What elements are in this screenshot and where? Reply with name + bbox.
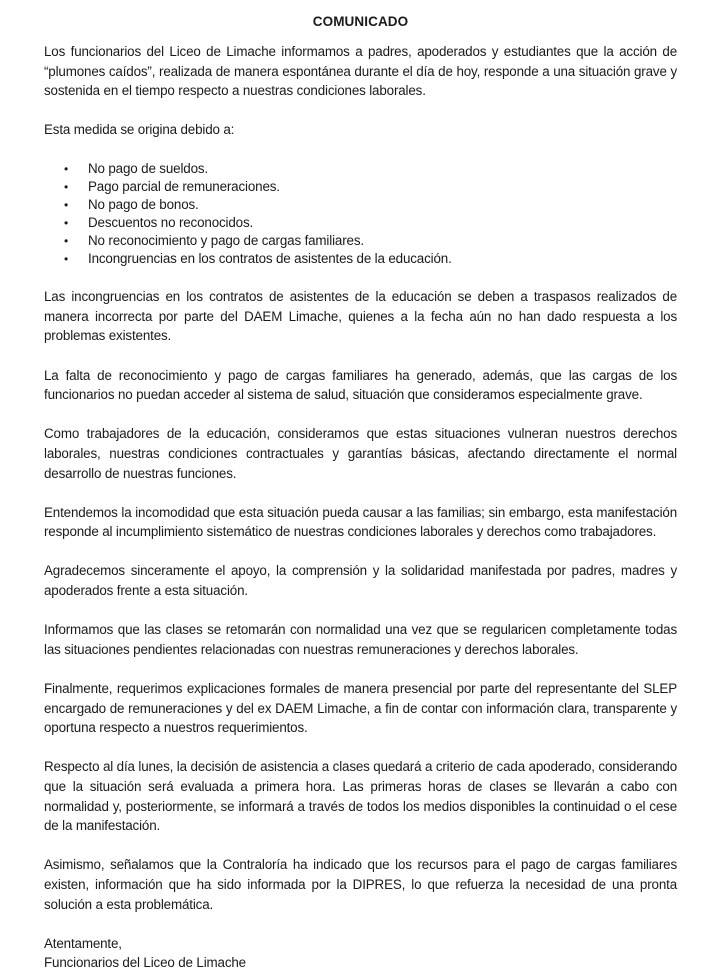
document-title: COMUNICADO [312,14,409,29]
signature: Funcionarios del Liceo de Limache [44,955,246,971]
reason-text: Pago parcial de remuneraciones. [88,178,280,194]
paragraph-family-charges: La falta de reconocimiento y pago de cargas familiares ha generado, además, que las cargas de los funcionarios no puedan acceder al sistema de salud, situación que consideramos especialmente grave. [44,367,677,403]
paragraph-contract-incongruencies: Las incongruencias en los contratos de asistentes de la educación se deben a traspasos realizados de manera incorrecta por parte del DAEM Limache, quienes a la fecha aún no han dado respuesta a los problemas existentes. [44,289,677,344]
reason-item [44,178,677,196]
bullet-icon: • [64,179,69,194]
reason-item [44,196,677,214]
reasons-list [44,160,677,268]
bullet-icon: • [64,197,69,212]
paragraph-explanations: Finalmente, requerimos explicaciones formales de manera presencial por parte del representante del SLEP encargado de remuneraciones y del ex DAEM Limache, a fin de contar con información clara, transparente y oportuna respecto a nuestros requerimientos. [44,681,677,736]
reason-text: Incongruencias en los contratos de asistentes de la educación. [88,250,452,266]
paragraph-contraloria: Asimismo, señalamos que la Contraloría ha indicado que los recursos para el pago de cargas familiares existen, información que ha sido informada por la DIPRES, lo que refuerza la necesidad de una pronta solución a esta problemática. [44,857,677,912]
bullet-icon: • [64,251,69,266]
paragraph-inconvenience: Entendemos la incomodidad que esta situación pueda causar a las familias; sin embargo, esta manifestación responde al incumplimiento sistemático de nuestras condiciones laborales y derechos como trabajadores. [44,504,677,540]
reason-text: Descuentos no reconocidos. [88,214,254,230]
bullet-icon: • [64,215,69,230]
reason-item [44,232,677,250]
bullet-icon: • [64,161,69,176]
document-page [44,12,677,973]
reason-item [44,160,677,178]
paragraph-monday: Respecto al día lunes, la decisión de asistencia a clases quedará a criterio de cada apoderado, considerando que la situación será evaluada a primera hora. Las primeras horas de clases se llevarán a cabo con normalidad y, posteriormente, se informará a través de todos los medios disponibles la continuidad o el cese de la manifestación. [44,759,677,834]
reasons-heading: Esta medida se origina debido a: [44,122,235,138]
reason-item [44,250,677,268]
paragraph-rights: Como trabajadores de la educación, consideramos que estas situaciones vulneran nuestros derechos laborales, nuestras condiciones contractuales y garantías básicas, afectando directamente el normal desarrollo de nuestras funciones. [44,426,677,481]
closing: Atentamente, [44,935,122,951]
reason-text: No pago de bonos. [88,196,199,212]
paragraph-thanks: Agradecemos sinceramente el apoyo, la comprensión y la solidaridad manifestada por padres, madres y apoderados frente a esta situación. [44,563,677,599]
reason-text: No pago de sueldos. [88,160,208,176]
reason-item [44,214,677,232]
paragraph-classes-resume: Informamos que las clases se retomarán con normalidad una vez que se regularicen completamente todas las situaciones pendientes relacionadas con nuestras remuneraciones y derechos laborales. [44,622,677,657]
reason-text: No reconocimiento y pago de cargas familiares. [88,232,364,248]
intro-paragraph: Los funcionarios del Liceo de Limache informamos a padres, apoderados y estudiantes que la acción de “plumones caídos”, realizada de manera espontánea durante el día de hoy, responde a una situación grave y sostenida en el tiempo respecto a nuestras condiciones laborales. [44,44,677,99]
bullet-icon: • [64,233,69,248]
